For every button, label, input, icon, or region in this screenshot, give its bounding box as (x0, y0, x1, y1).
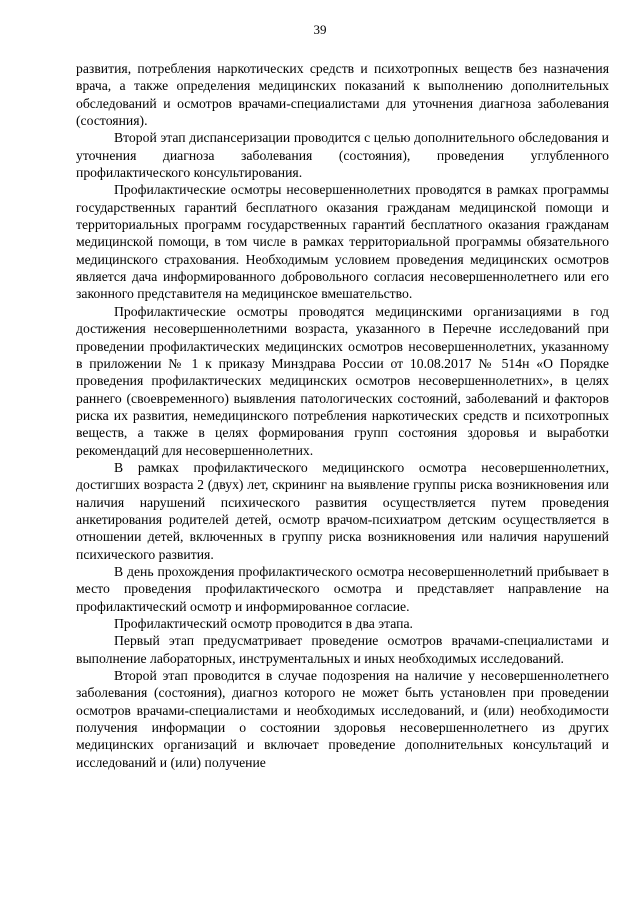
body-text (76, 60, 609, 771)
page-number: 39 (313, 22, 327, 37)
paragraph: Первый этап предусматривает проведение осмотров врачами-специалистами и выполнение лабораторных, инструментальных и иных необходимых исследований. (76, 633, 609, 666)
paragraph: В рамках профилактического медицинского осмотра несовершеннолетних, достигших возраста 2 (двух) лет, скрининг на выявление группы риска возникновения или наличия нарушений психического развития осуществляется путем проведения анкетирования родителей детей, осмотр врачом-психиатром детским осуществляется в отношении детей, включенных в группу риска возникновения или наличия нарушений психического развития. (76, 459, 609, 562)
paragraph: Профилактические осмотры проводятся медицинскими организациями в год достижения несовершеннолетними возраста, указанного в Перечне исследований при проведении профилактических медицинских осмотров несовершеннолетних, указанному в приложении № 1 к приказу Минздрава России от 10.08.2017 № 514н «О Порядке проведения профилактических медицинских осмотров несовершеннолетних», в целях раннего (своевременного) выявления патологических состояний, заболеваний и факторов риска их развития, немедицинского потребления наркотических средств и психотропных веществ, а также в целях формирования групп состояния здоровья и выработки рекомендаций для несовершеннолетних. (76, 303, 609, 458)
paragraph: развития, потребления наркотических средств и психотропных веществ без назначения врача, а также определения медицинских показаний к выполнению дополнительных обследований и осмотров врачами-специалистами для уточнения диагноза заболевания (состояния). (76, 61, 609, 129)
paragraph: Профилактический осмотр проводится в два этапа. (114, 616, 413, 631)
paragraph: В день прохождения профилактического осмотра несовершеннолетний прибывает в место проведения профилактического осмотра и представляет направление на профилактический осмотр и информированное согласие. (76, 563, 609, 614)
paragraph: Второй этап диспансеризации проводится с целью дополнительного обследования и уточнения диагноза заболевания (состояния), проведения углубленного профилактического консультирования. (76, 130, 609, 181)
paragraph: Профилактические осмотры несовершеннолетних проводятся в рамках программы государственных гарантий бесплатного оказания гражданам медицинской помощи и территориальных программ государственных гарантий бесплатного оказания гражданам медицинской помощи, в том числе в рамках территориальной программы обязательного медицинского страхования. Необходимым условием проведения медицинских осмотров является дача информированного добровольного согласия несовершеннолетнего или его законного представителя на медицинское вмешательство. (76, 182, 609, 302)
paragraph: Второй этап проводится в случае подозрения на наличие у несовершеннолетнего заболевания (состояния), диагноз которого не может быть установлен при проведении осмотров врачами-специалистами и необходимых исследований, и (или) необходимости получения информации о состоянии здоровья несовершеннолетнего из других медицинских организаций и включает проведение дополнительных консультаций и исследований и (или) получение (76, 668, 609, 770)
